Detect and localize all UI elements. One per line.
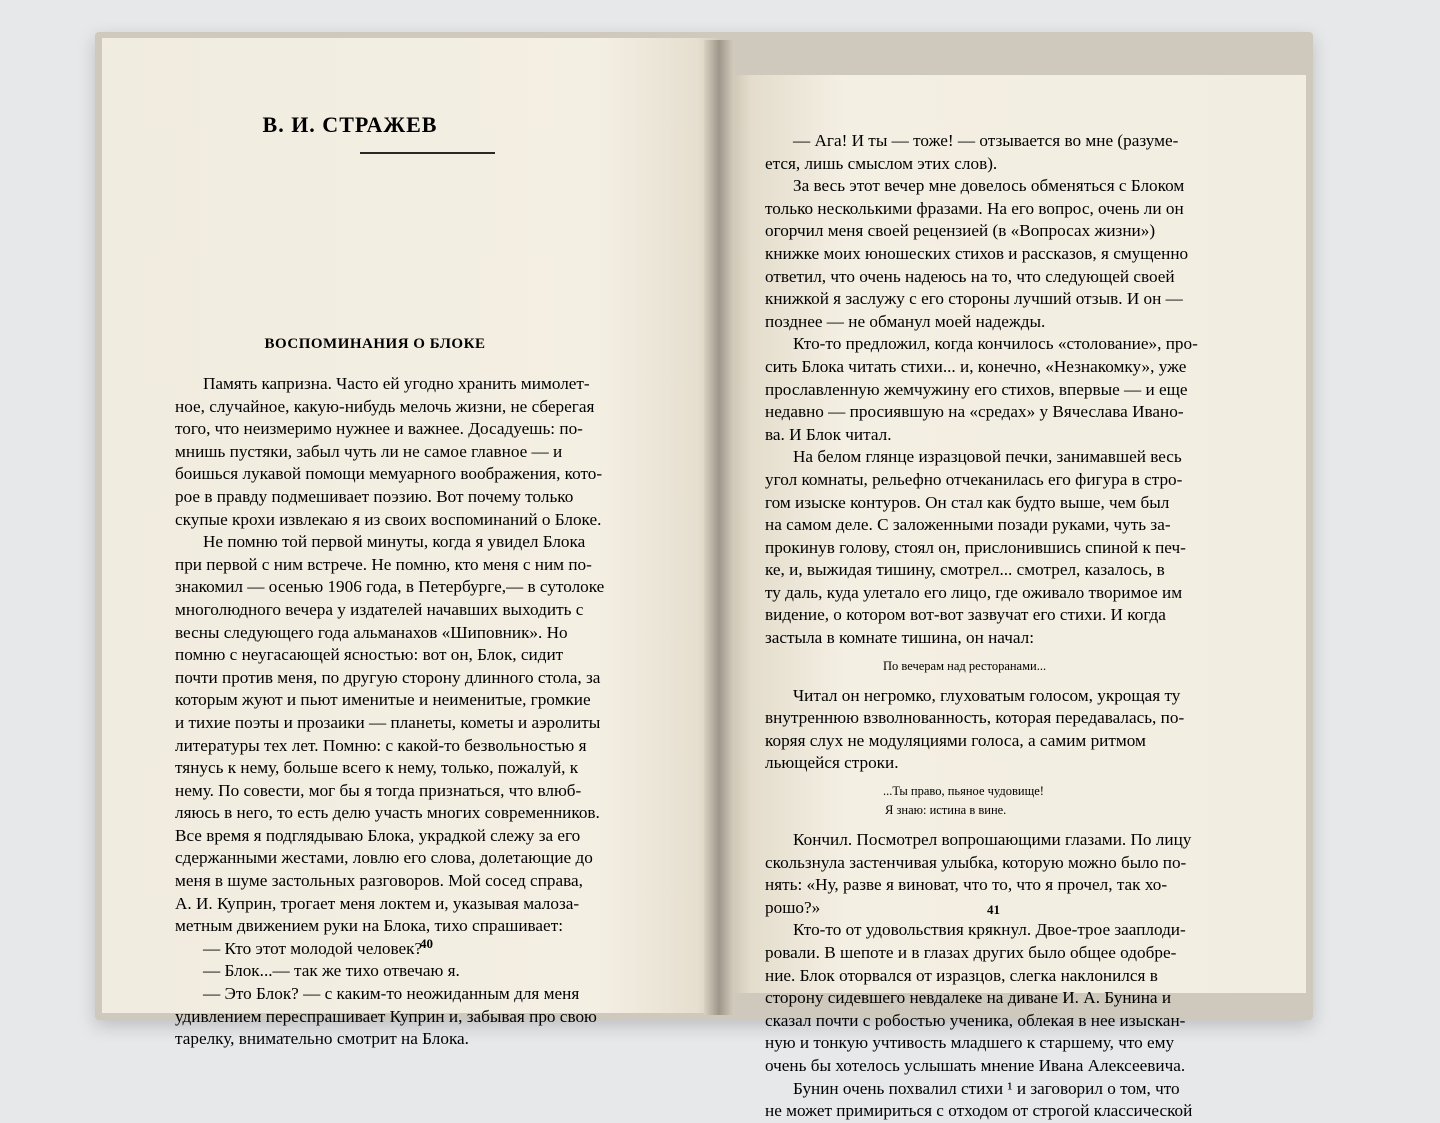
- text-line: Бунин очень похвалил стихи ¹ и заговорил о том, что: [793, 1078, 1180, 1098]
- text-line: помню с неугасающей ясностью: вот он, Блок, сидит: [175, 645, 564, 665]
- text-line: нему. По совести, мог бы я тогда признаться, что влюб-: [175, 780, 582, 800]
- right-page-text: [765, 130, 1230, 1123]
- text-line: ровали. В шепоте и в глазах других было общее одобре-: [765, 943, 1177, 962]
- text-line: весны следующего года альманахов «Шиповник». Но: [175, 622, 568, 642]
- section-title: ВОСПОМИНАНИЯ О БЛОКЕ: [264, 336, 486, 352]
- text-line: А. И. Куприн, трогает меня локтем и, указывая малоза-: [175, 893, 580, 913]
- text-line: Память капризна. Часто ей угодно хранить мимолет-: [203, 374, 590, 393]
- text-line: на самом деле. С заложенными позади руками, чуть за-: [765, 515, 1171, 535]
- text-line: книжке моих юношеских стихов и рассказов, я смущенно: [765, 243, 1189, 263]
- verse-line: Я знаю: истина в вине.: [885, 803, 1007, 818]
- text-line: метным движением руки на Блока, тихо спрашивает:: [175, 916, 563, 936]
- text-line: прокинув голову, стоял он, прислонившись спиной к печ-: [765, 537, 1186, 557]
- text-line: гом изыске контуров. Он стал как будто выше, чем был: [765, 492, 1170, 512]
- text-line: не может примириться с отходом от строгой классической: [765, 1101, 1193, 1121]
- text-line: книжкой я заслужу с его стороны лучший отзыв. И он —: [765, 289, 1183, 309]
- text-line: при первой с ним встрече. Не помню, кто меня с ним по-: [175, 554, 592, 574]
- text-line: тянусь к нему, больше всего к нему, только, пожалуй, к: [175, 758, 579, 778]
- text-line: Кто-то от удовольствия крякнул. Двое-трое зааплоди-: [793, 920, 1186, 940]
- text-line: Не помню той первой минуты, когда я увидел Блока: [203, 532, 586, 552]
- text-line: — Блок...— так же тихо отвечаю я.: [203, 961, 460, 981]
- text-line: — Ага! И ты — тоже! — отзывается во мне (разуме-: [793, 131, 1179, 150]
- text-line: удивлением переспрашивает Куприн и, забывая про свою: [175, 1006, 597, 1026]
- text-line: — Кто этот молодой человек?: [203, 938, 423, 958]
- text-line: скользнула застенчивая улыбка, которую можно было по-: [765, 852, 1187, 872]
- text-line: знакомил — осенью 1906 года, в Петербурге,— в сутолоке: [175, 577, 605, 597]
- text-line: угол комнаты, рельефно отчеканилась его фигура в стро-: [765, 469, 1183, 489]
- text-line: внутреннюю взволнованность, которая передавалась, по-: [765, 708, 1185, 728]
- text-line: позднее — не обманул моей надежды.: [765, 311, 1046, 331]
- text-line: многолюдного вечера у издателей начавших выходить с: [175, 599, 584, 619]
- text-line: почти против меня, по другую сторону длинного стола, за: [175, 667, 601, 687]
- text-line: литературы тех лет. Помню: с какой-то безвольностью я: [175, 735, 587, 755]
- verse-spacing: [765, 775, 1230, 783]
- text-line: коряя слух не модуляциями голоса, а самим ритмом: [765, 730, 1146, 750]
- text-line: меня в шуме застольных разговоров. Мой сосед справа,: [175, 871, 583, 891]
- text-line: рое в правду подмешивает поэзию. Вот почему только: [175, 486, 574, 506]
- text-line: сдержанными жестами, ловлю его слова, долетающие до: [175, 848, 593, 868]
- text-line: и тихие поэты и прозаики — планеты, кометы и аэролиты: [175, 712, 601, 732]
- text-line: нять: «Ну, разве я виноват, что то, что я прочел, так хо-: [765, 875, 1168, 895]
- text-line: сказал почти с робостью ученика, облекая в нее изыскан-: [765, 1010, 1186, 1030]
- text-line: льющейся строки.: [765, 753, 899, 773]
- text-line: очень бы хотелось услышать мнение Ивана Алексеевича.: [765, 1055, 1186, 1075]
- text-line: мнишь пустяки, забыл чуть ли не самое главное — и: [175, 441, 563, 461]
- page-number-right: 41: [987, 902, 1000, 917]
- text-line: скупые крохи извлекаю я из своих воспоминаний о Блоке.: [175, 509, 602, 529]
- text-line: огорчил меня своей рецензией (в «Вопросах жизни»): [765, 221, 1156, 241]
- page-number-left: 40: [420, 936, 433, 951]
- text-line: только несколькими фразами. На его вопрос, очень ли он: [765, 198, 1184, 218]
- text-line: ту даль, куда улетало его лицо, где оживало творимое им: [765, 582, 1183, 602]
- verse-line: По вечерам над ресторанами...: [883, 658, 1047, 673]
- book-spine: [704, 40, 734, 1015]
- text-line: ние. Блок оторвался от изразцов, слегка наклонился в: [765, 965, 1158, 985]
- text-line: ную и тонкую учтивость младшего к старшему, что ему: [765, 1033, 1175, 1053]
- text-line: ответил, что очень надеюсь на то, что следующей своей: [765, 266, 1175, 286]
- text-line: рошо?»: [765, 897, 821, 917]
- verse-spacing: [765, 821, 1230, 829]
- text-line: Кто-то предложил, когда кончилось «столование», про-: [793, 334, 1198, 354]
- text-line: того, что неизмеримо нужнее и важнее. Досадуешь: по-: [175, 419, 583, 439]
- text-line: Кончил. Посмотрел вопрошающими глазами. По лицу: [793, 830, 1192, 850]
- text-line: ное, случайное, какую-нибудь мелочь жизни, не сберегая: [175, 396, 595, 416]
- text-line: На белом глянце изразцовой печки, занимавшей весь: [793, 447, 1182, 467]
- text-line: ется, лишь смыслом этих слов).: [765, 153, 998, 173]
- text-line: ва. И Блок читал.: [765, 424, 892, 444]
- text-line: тарелку, внимательно смотрит на Блока.: [175, 1029, 469, 1049]
- verse-line: ...Ты право, пьяное чудовище!: [883, 784, 1044, 799]
- text-line: которым жуют и пьют именитые и неименитые, громкие: [175, 690, 591, 710]
- author-heading: В. И. СТРАЖЕВ: [262, 112, 438, 137]
- heading-rule: [360, 152, 495, 154]
- text-line: сторону сидевшего невдалеке на диване И. А. Бунина и: [765, 988, 1172, 1008]
- verse-spacing: [765, 650, 1230, 658]
- verse-spacing: [765, 677, 1230, 685]
- text-line: Читал он негромко, глуховатым голосом, укрощая ту: [793, 685, 1181, 705]
- text-line: застыла в комнате тишина, он начал:: [765, 628, 1035, 648]
- text-line: недавно — просиявшую на «средах» у Вячеслава Ивано-: [765, 402, 1184, 422]
- text-line: видение, о котором вот-вот зазвучат его стихи. И когда: [765, 605, 1166, 625]
- text-line: Все время я подглядываю Блока, украдкой слежу за его: [175, 825, 581, 845]
- text-line: ке, и, выжидая тишину, смотрел... смотрел, казалось, в: [765, 560, 1165, 580]
- text-line: — Это Блок? — с каким-то неожиданным для меня: [203, 984, 580, 1004]
- text-line: За весь этот вечер мне довелось обменяться с Блоком: [793, 176, 1185, 196]
- text-line: боишься лукавой помощи мемуарного воображения, кото-: [175, 464, 603, 484]
- text-line: прославленную жемчужину его стихов, впервые — и еще: [765, 379, 1188, 399]
- text-line: ляюсь в него, то есть делю участь многих современников.: [175, 803, 600, 823]
- text-line: сить Блока читать стихи... и, конечно, «Незнакомку», уже: [765, 356, 1187, 376]
